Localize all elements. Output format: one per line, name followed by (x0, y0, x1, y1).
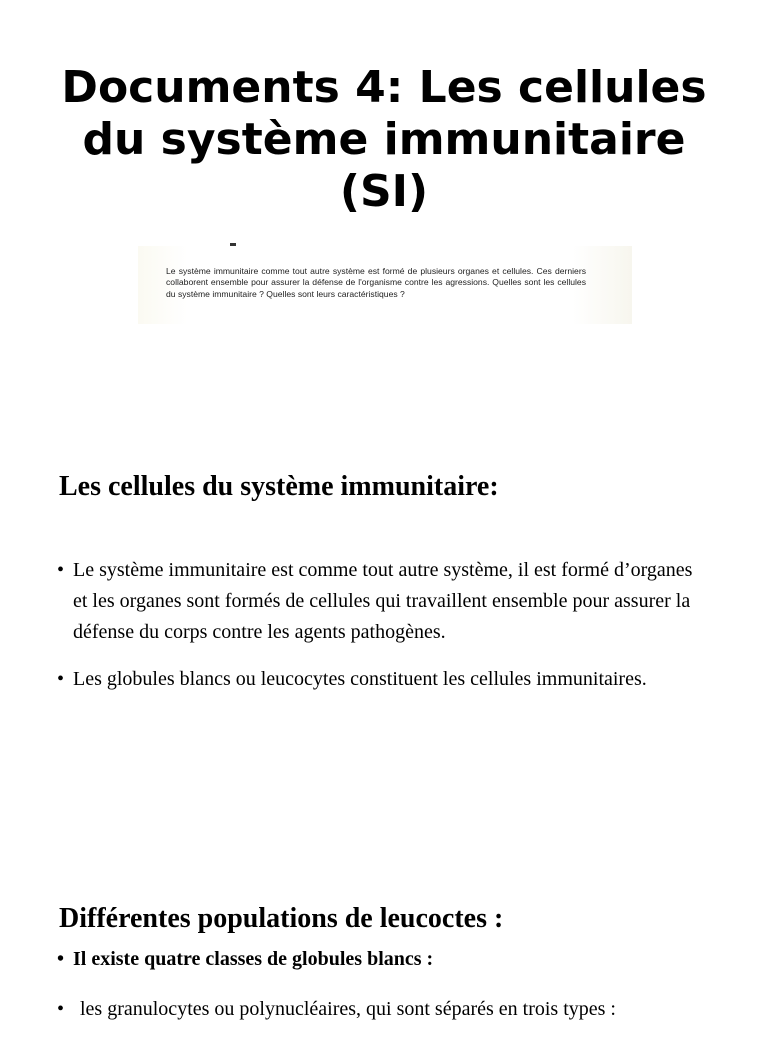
scanned-excerpt-image (138, 246, 632, 324)
list-item: • Les globules blancs ou leucocytes constituent les cellules immunitaires. (57, 664, 697, 695)
section-heading-cells: Les cellules du système immunitaire: (59, 471, 499, 502)
scan-mark (230, 243, 236, 246)
list-item: • Le système immunitaire est comme tout autre système, il est formé d’organes et les organes sont formés de cellules qui travaillent ensemble pour assurer la défense du corps contre les agents pathogènes. (57, 555, 697, 648)
list-item: • Il existe quatre classes de globules blancs : (57, 944, 697, 975)
populations-bullet-list (57, 944, 697, 1044)
list-item: • les granulocytes ou polynucléaires, qui sont séparés en trois types : (57, 994, 697, 1025)
scanned-excerpt-text: Le système immunitaire comme tout autre système est formé de plusieurs organes et cellules. Ces derniers collaborent ensemble pour assurer la défense de l'organisme contre les agressions. Quelles sont les cellules du système immunitaire ? Quelles sont leurs caractéristiques ? (166, 266, 586, 299)
section-heading-populations: Différentes populations de leucoctes : (59, 903, 504, 934)
cells-bullet-list (57, 555, 697, 711)
page-title: Documents 4: Les cellules du système immunitaire (SI) (61, 62, 707, 217)
